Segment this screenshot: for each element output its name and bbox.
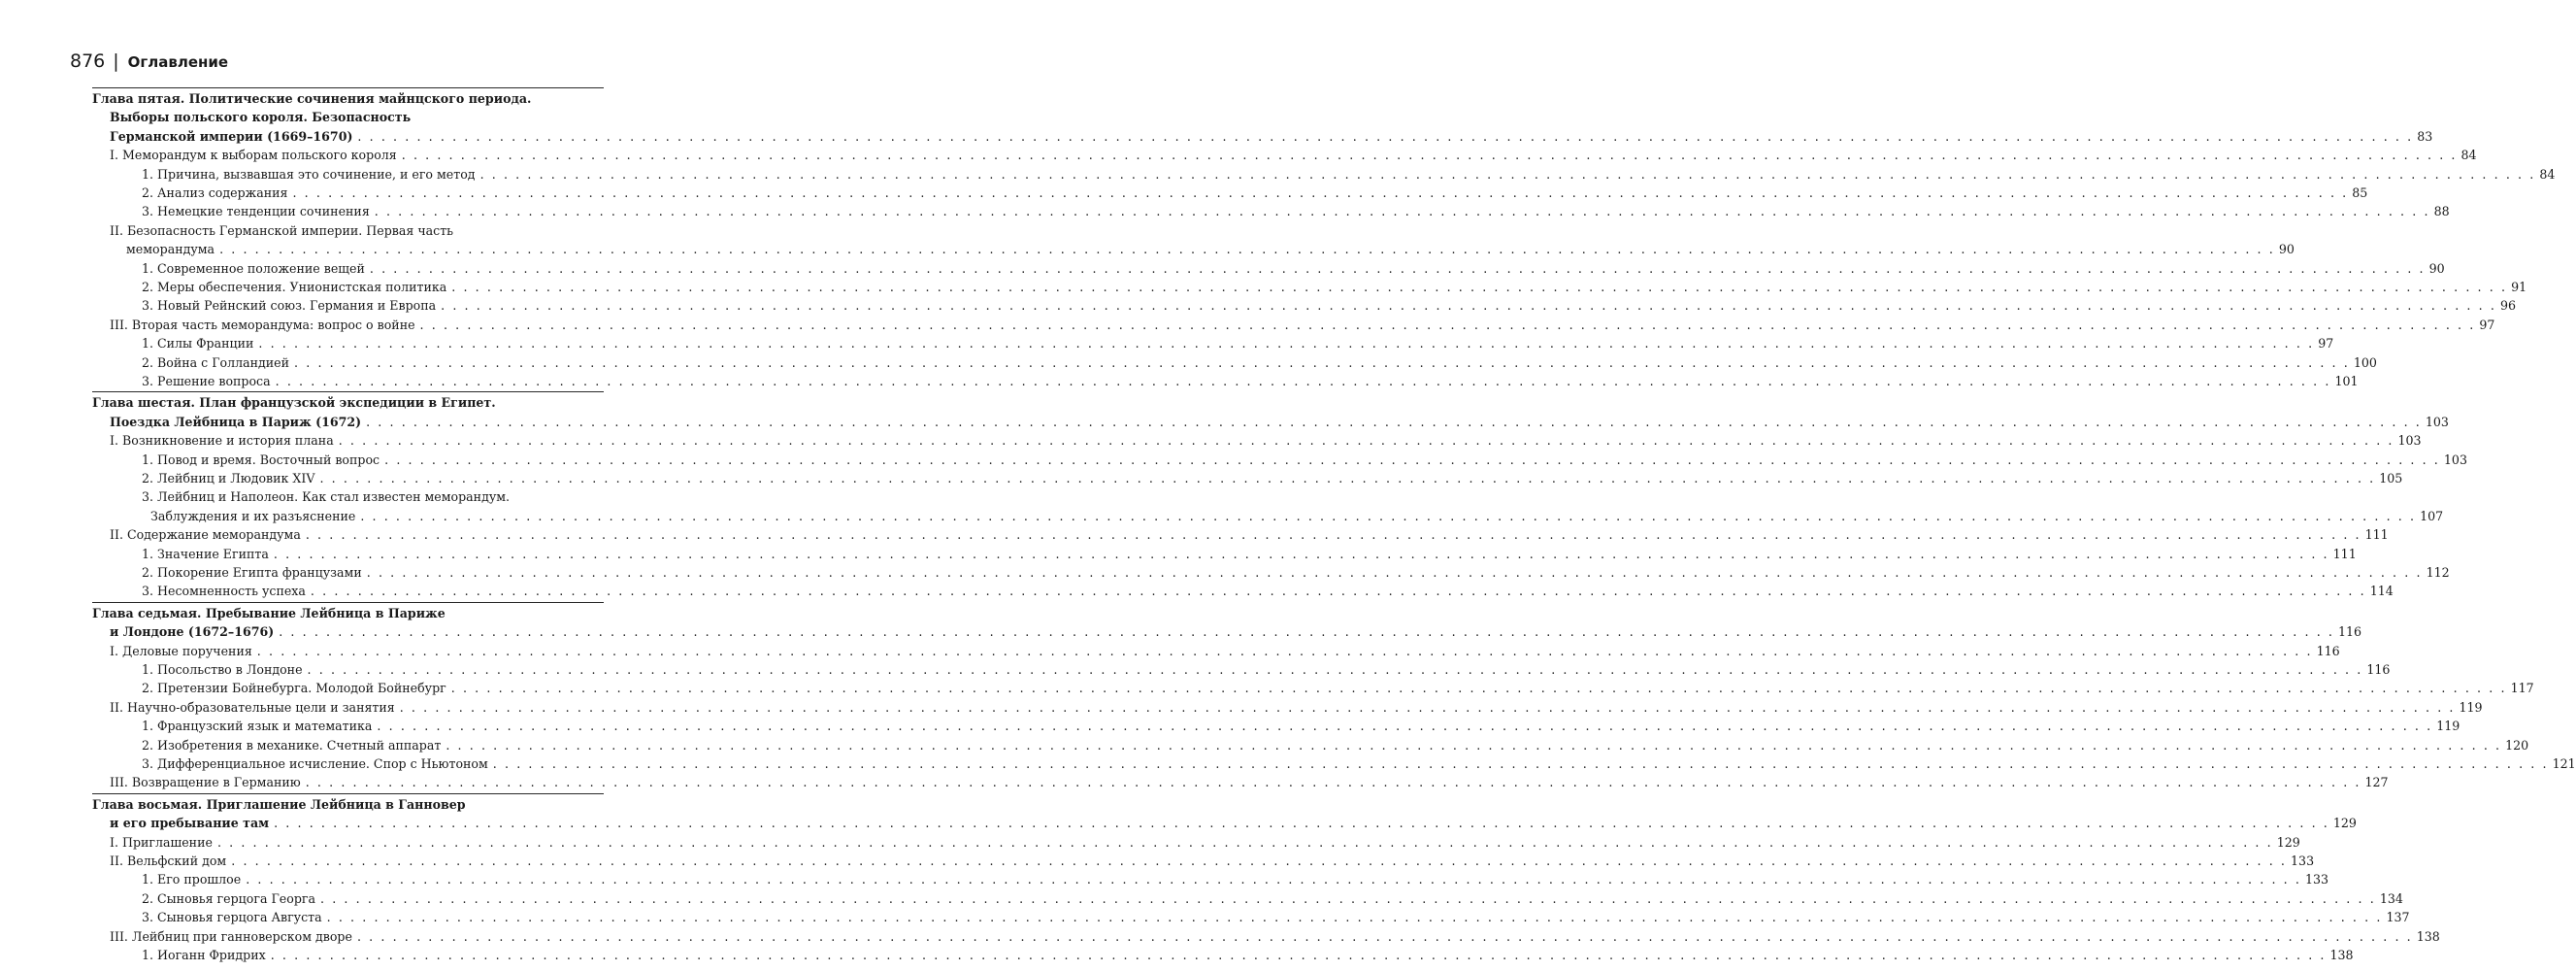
toc-page-number: 116 [2316, 644, 2340, 658]
toc-page-number: 111 [2332, 547, 2357, 561]
toc-subsection-entry: 2. Претензии Бойнебурга. Молодой Бойнебург . . . 117 [0, 679, 655, 698]
toc-section-entry: II. Научно-образовательные цели и занятия . . . 119 [0, 698, 655, 718]
toc-subsection-entry: 3. Дифференциальное исчисление. Спор с Ньютоном . . . 121 [0, 754, 655, 774]
toc-chapter-entry: и Лондоне (1672–1676) . . . 116 [0, 622, 655, 642]
toc-subsection-entry: 3. Сыновья герцога Августа . . . 137 [0, 908, 655, 927]
toc-page-number: 133 [2305, 872, 2329, 887]
toc-subsection-entry: 2. Лейбниц и Людовик XIV . . . 105 [0, 469, 655, 488]
toc-page-number: 83 [2417, 129, 2433, 144]
toc-subsection-entry: 1. Иоганн Фридрих . . . 138 [0, 946, 655, 965]
toc-page-number: 121 [2552, 756, 2576, 771]
toc-subsection-entry: 1. Французский язык и математика . . . 119 [0, 717, 655, 736]
toc-subsection-entry: 3. Несомненность успеха . . . 114 [0, 582, 655, 601]
toc-chapter-title: Выборы польского короля. Безопасность [110, 110, 412, 124]
toc-page-number: 120 [2505, 738, 2529, 753]
toc-subsection-entry: 3. Немецкие тенденции сочинения . . . 88 [0, 202, 655, 221]
toc-page-number: 114 [2369, 584, 2394, 598]
header-separator: | [113, 50, 119, 72]
chapter-rule [92, 793, 604, 794]
toc-page-number: 119 [2436, 719, 2460, 733]
toc-section-entry: меморандума . . . 90 [0, 240, 655, 259]
toc-page-number: 129 [2332, 816, 2357, 830]
toc-page-number: 96 [2499, 298, 2516, 313]
toc-chapter-title: Глава седьмая. Пребывание Лейбница в Париже [92, 606, 446, 620]
toc-page-number: 84 [2460, 148, 2477, 162]
toc-subsection-entry: 2. Меры обеспечения. Унионистская политика . . . 91 [0, 278, 655, 297]
toc-subsection-entry: 1. Современное положение вещей . . . 90 [0, 259, 655, 279]
toc-subsection-entry: 2. Покорение Египта французами . . . 112 [0, 563, 655, 583]
toc-subsection-entry: 2. Изобретения в механике. Счетный аппарат . . . 120 [0, 736, 655, 755]
toc-subsection-entry: 3. Новый Рейнский союз. Германия и Европа . . . 96 [0, 296, 655, 316]
toc-section-entry: I. Возникновение и история плана . . . 103 [0, 431, 655, 451]
toc-page-number: 101 [2334, 374, 2359, 388]
toc-subsection-entry: 2. Анализ содержания . . . 85 [0, 184, 655, 203]
chapter-rule [92, 602, 604, 603]
toc-section-entry: III. Вторая часть меморандума: вопрос о войне . . . 97 [0, 316, 655, 335]
toc-page-number: 116 [2366, 662, 2391, 677]
toc-page-number: 85 [2352, 185, 2368, 200]
toc-section-entry: I. Меморандум к выборам польского короля . . . 84 [0, 146, 655, 165]
toc-section-entry: II. Безопасность Германской империи. Первая часть [110, 223, 454, 238]
toc-page-number: 91 [2511, 280, 2527, 294]
toc-page-number: 90 [2428, 261, 2445, 276]
toc-chapter-title: Глава пятая. Политические сочинения майнцского периода. [92, 91, 532, 106]
toc-page-number: 129 [2276, 835, 2300, 850]
toc-subsection-entry: 1. Повод и время. Восточный вопрос . . . 103 [0, 451, 655, 470]
toc-subsection-entry: 2. Сыновья герцога Георга . . . 134 [0, 889, 655, 909]
toc-section-entry: II. Содержание меморандума . . . 111 [0, 525, 655, 545]
toc-page-number: 100 [2353, 355, 2377, 370]
toc-page-number: 127 [2364, 775, 2389, 789]
toc-page-number: 116 [2338, 624, 2362, 639]
toc-subsection-entry: 1. Значение Египта . . . 111 [0, 545, 655, 564]
toc-page-number: 112 [2426, 565, 2450, 580]
toc-page-number: 103 [2425, 415, 2449, 429]
toc-subsection-entry: 3. Решение вопроса . . . 101 [0, 372, 655, 391]
toc-subsection-entry: 1. Силы Франции . . . 97 [0, 334, 655, 353]
toc-subsection-entry: 1. Причина, вызвавшая это сочинение, и его метод . . . 84 [0, 165, 655, 184]
toc-page-number: 138 [2329, 948, 2354, 962]
toc-section-entry: III. Возвращение в Германию . . . 127 [0, 773, 655, 792]
running-header [70, 50, 228, 74]
toc-subsection-entry: Заблуждения и их разъяснение . . . 107 [0, 507, 655, 526]
toc-page-number: 97 [2479, 318, 2495, 332]
toc-page-number: 103 [2443, 452, 2467, 467]
toc-section-entry: II. Вельфский дом . . . 133 [0, 852, 655, 871]
toc-page-number: 97 [2318, 336, 2334, 351]
toc-chapter-entry: и его пребывание там . . . 129 [0, 814, 655, 833]
toc-subsection-entry: 1. Его прошлое . . . 133 [0, 870, 655, 889]
chapter-rule [92, 391, 604, 392]
toc-subsection-entry: 2. Война с Голландией . . . 100 [0, 353, 655, 373]
toc-page-number: 137 [2386, 910, 2410, 924]
toc-page-number: 117 [2510, 681, 2534, 695]
toc-chapter-title: Глава шестая. План французской экспедиции в Египет. [92, 395, 496, 410]
toc-section-entry: III. Лейбниц при ганноверском дворе . . . 138 [0, 927, 655, 947]
toc-chapter-title: Глава восьмая. Приглашение Лейбница в Ганновер [92, 797, 466, 812]
toc-chapter-entry: Поездка Лейбница в Париж (1672) . . . 103 [0, 413, 655, 432]
header-title: Оглавление [127, 53, 229, 71]
toc-subsection-entry: 3. Лейбниц и Наполеон. Как стал известен меморандум. [142, 489, 511, 504]
toc-page-number: 105 [2379, 471, 2403, 486]
toc-page-number: 88 [2433, 204, 2450, 218]
toc-page-number: 103 [2397, 433, 2422, 448]
toc-page-number: 84 [2539, 167, 2556, 182]
toc-section-entry: I. Приглашение . . . 129 [0, 833, 655, 853]
toc-page-number: 111 [2364, 527, 2389, 542]
page-number: 876 [70, 50, 106, 72]
toc-page-number: 134 [2379, 891, 2403, 906]
toc-page-number: 138 [2416, 929, 2440, 944]
toc-subsection-entry: 1. Посольство в Лондоне . . . 116 [0, 660, 655, 680]
toc-section-entry: I. Деловые поручения . . . 116 [0, 642, 655, 661]
toc-page-number: 119 [2459, 700, 2483, 715]
toc-page-number: 107 [2420, 509, 2444, 523]
toc-page-number: 90 [2278, 242, 2295, 256]
toc-page-number: 133 [2291, 854, 2315, 868]
toc-chapter-entry: Германской империи (1669–1670) . . . 83 [0, 127, 655, 147]
chapter-rule [92, 87, 604, 88]
